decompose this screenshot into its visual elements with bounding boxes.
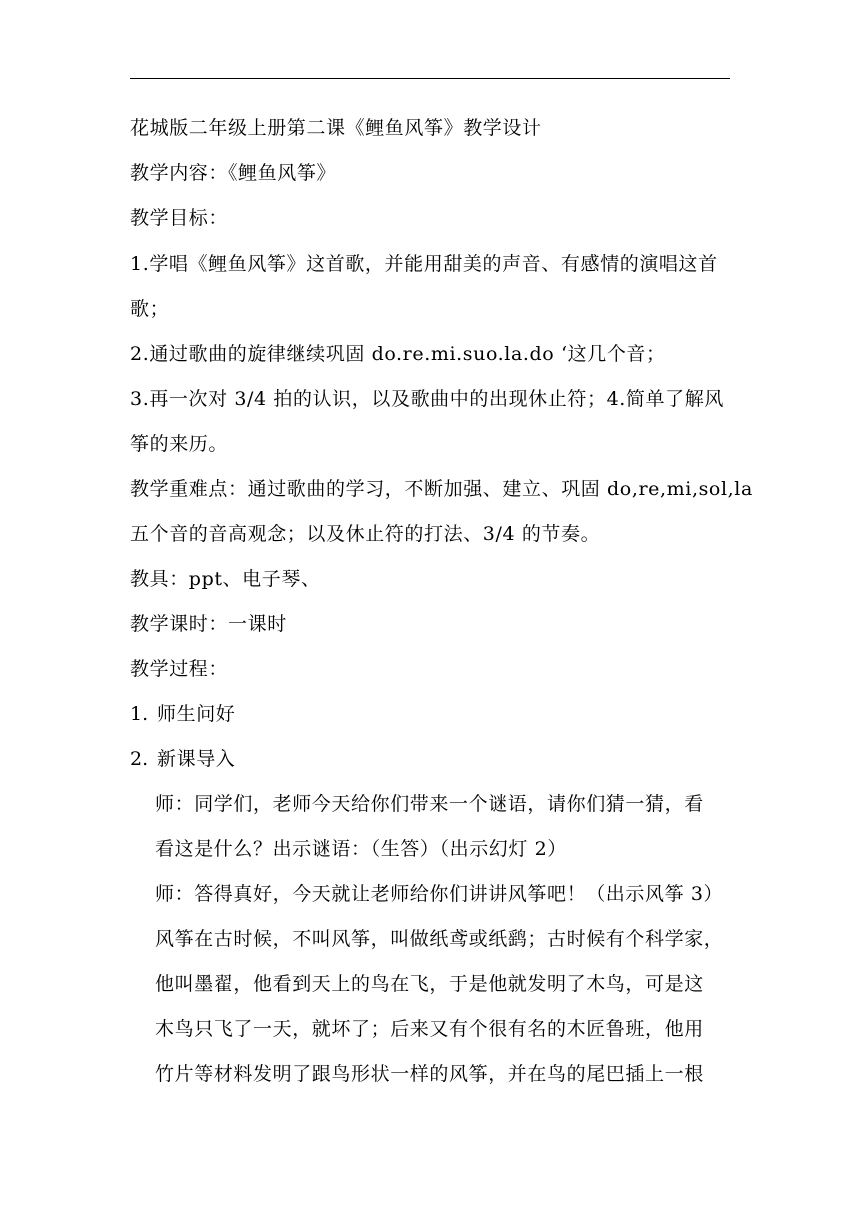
paragraph-3-line-2: 他叫墨翟，他看到天上的鸟在飞，于是他就发明了木鸟，可是这 (155, 973, 704, 995)
paragraph-3-line-3: 木鸟只飞了一天，就坏了；后来又有个很有名的木匠鲁班，他用 (155, 1018, 704, 1040)
process-label: 教学过程： (130, 658, 229, 680)
paragraph-1-line-1: 师：同学们，老师今天给你们带来一个谜语，请你们猜一猜，看 (155, 793, 704, 815)
key-points-line-2: 五个音的音高观念；以及休止符的打法、3/4 的节奏。 (130, 523, 601, 545)
teaching-content: 教学内容：《鲤鱼风筝》 (130, 162, 337, 184)
step-2-number: 2. (130, 748, 149, 770)
paragraph-1-line-2: 看这是什么？出示谜语：（生答）（出示幻灯 2） (155, 838, 567, 860)
header-rule (130, 78, 730, 79)
goal-3-line-1: 3.再一次对 3/4 拍的认识，以及歌曲中的出现休止符；4.简单了解风 (130, 388, 724, 410)
teaching-tools: 教具：ppt、电子琴、 (130, 568, 321, 590)
paragraph-2: 师：答得真好，今天就让老师给你们讲讲风筝吧！（出示风筝 3） (155, 883, 724, 905)
step-2-text: 新课导入 (157, 748, 236, 770)
goal-1-line-2: 歌； (130, 298, 170, 320)
step-1-text: 师生问好 (157, 703, 236, 725)
step-1-number: 1. (130, 703, 149, 725)
goal-2: 2.通过歌曲的旋律继续巩固 do.re.mi.suo.la.do ‘这几个音； (130, 343, 666, 365)
goals-label: 教学目标： (130, 207, 229, 229)
goal-3-line-2: 筝的来历。 (130, 433, 229, 455)
paragraph-3-line-4: 竹片等材料发明了跟鸟形状一样的风筝，并在鸟的尾巴插上一根 (155, 1063, 704, 1085)
teaching-hours: 教学课时：一课时 (130, 613, 287, 635)
key-points-line-1: 教学重难点：通过歌曲的学习，不断加强、建立、巩固 do,re,mi,sol,la (130, 478, 753, 500)
paragraph-3-line-1: 风筝在古时候，不叫风筝，叫做纸鸢或纸鹞；古时候有个科学家， (155, 928, 724, 950)
goal-1-line-1: 1.学唱《鲤鱼风筝》这首歌，并能用甜美的声音、有感情的演唱这首 (130, 253, 718, 275)
document-title: 花城版二年级上册第二课《鲤鱼风筝》教学设计 (130, 117, 542, 139)
